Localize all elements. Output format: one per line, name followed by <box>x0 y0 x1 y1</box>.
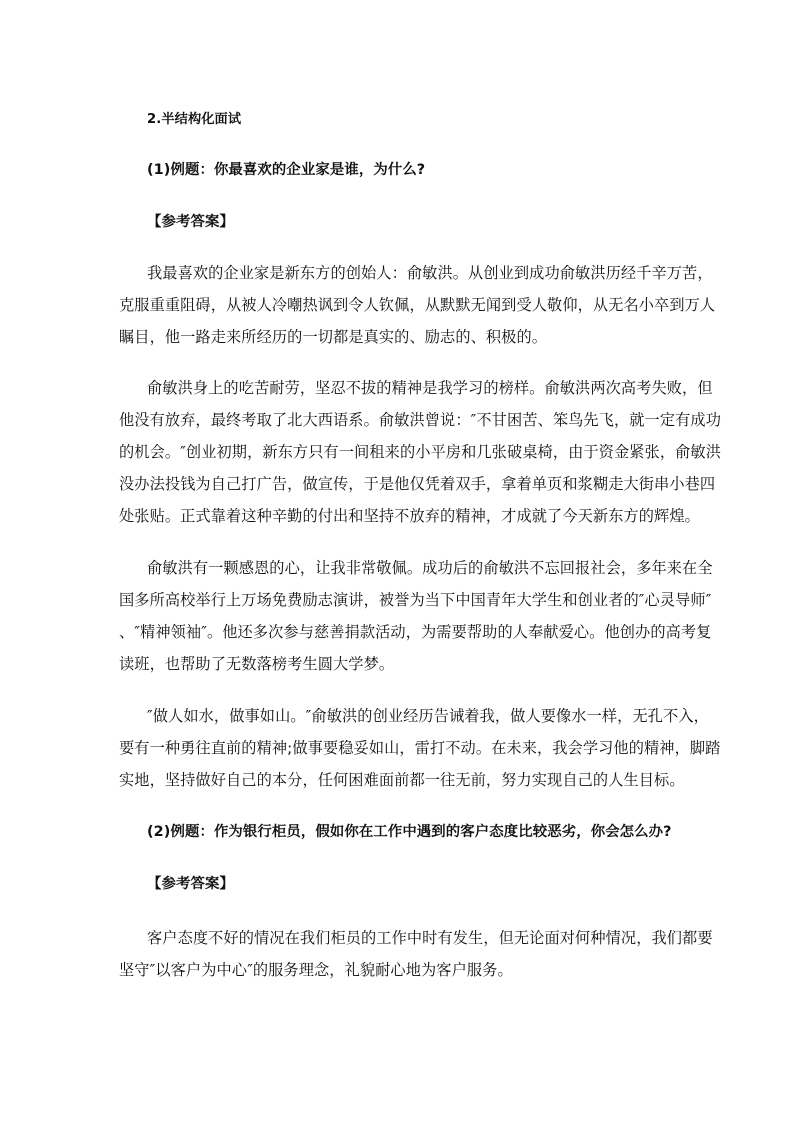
paragraph-line: 克服重重阻碍，从被人冷嘲热讽到令人钦佩，从默默无闻到受人敬仰，从无名小卒到万人 <box>119 296 716 314</box>
paragraph-line: 要有一种勇往直前的精神;做事要稳妥如山，雷打不动。在未来，我会学习他的精神，脚踏 <box>119 739 721 757</box>
paragraph-line: 实地，坚持做好自己的本分，任何困难面前都一往无前，努力实现自己的人生目标。 <box>119 771 685 789</box>
paragraph-line: ″做人如水，做事如山。″俞敏洪的创业经历告诫着我，做人要像水一样，无孔不入， <box>147 707 709 725</box>
paragraph-line: 我最喜欢的企业家是新东方的创始人：俞敏洪。从创业到成功俞敏洪历经千辛万苦， <box>147 264 713 282</box>
paragraph-line: 客户态度不好的情况在我们柜员的工作中时有发生，但无论面对何种情况，我们都要 <box>147 929 713 947</box>
paragraph-line: 坚守″以客户为中心″的服务理念，礼貌耐心地为客户服务。 <box>119 961 513 979</box>
paragraph-line: 瞩目，他一路走来所经历的一切都是真实的、励志的、积极的。 <box>119 328 548 346</box>
paragraph-line: 他没有放弃，最终考取了北大西语系。俞敏洪曾说：″不甘困苦、笨鸟先飞，就一定有成功 <box>119 411 721 429</box>
question-1-title: (1)例题：你最喜欢的企业家是谁，为什么? <box>147 162 426 178</box>
paragraph-line: 没办法投钱为自己打广告，做宣传，于是他仅凭着双手，拿着单页和浆糊走大街串小巷四 <box>119 475 716 493</box>
section-title: 2.半结构化面试 <box>147 112 242 127</box>
paragraph-line: 俞敏洪有一颗感恩的心，让我非常敬佩。成功后的俞敏洪不忘回报社会，多年来在全 <box>147 559 713 577</box>
question-1-answer-label: 【参考答案】 <box>147 214 234 230</box>
paragraph-line: 国多所高校举行上万场免费励志演讲，被誉为当下中国青年大学生和创业者的″心灵导师″ <box>119 591 712 609</box>
paragraph-line: 、″精神领袖″。他还多次参与慈善捐款活动，为需要帮助的人奉献爱心。他创办的高考复 <box>119 623 712 641</box>
paragraph-line: 处张贴。正式靠着这种辛勤的付出和坚持不放弃的精神，才成就了今天新东方的辉煌。 <box>119 507 700 525</box>
paragraph-line: 的机会。″创业初期，新东方只有一间租来的小平房和几张破桌椅，由于资金紧张，俞敏洪 <box>119 443 721 461</box>
question-2-title: (2)例题：作为银行柜员，假如你在工作中遇到的客户态度比较恶劣，你会怎么办? <box>147 824 672 840</box>
paragraph-line: 俞敏洪身上的吃苦耐劳，坚忍不拔的精神是我学习的榜样。俞敏洪两次高考失败，但 <box>147 379 713 397</box>
question-2-answer-label: 【参考答案】 <box>147 876 234 892</box>
paragraph-line: 读班，也帮助了无数落榜考生圆大学梦。 <box>119 655 395 673</box>
